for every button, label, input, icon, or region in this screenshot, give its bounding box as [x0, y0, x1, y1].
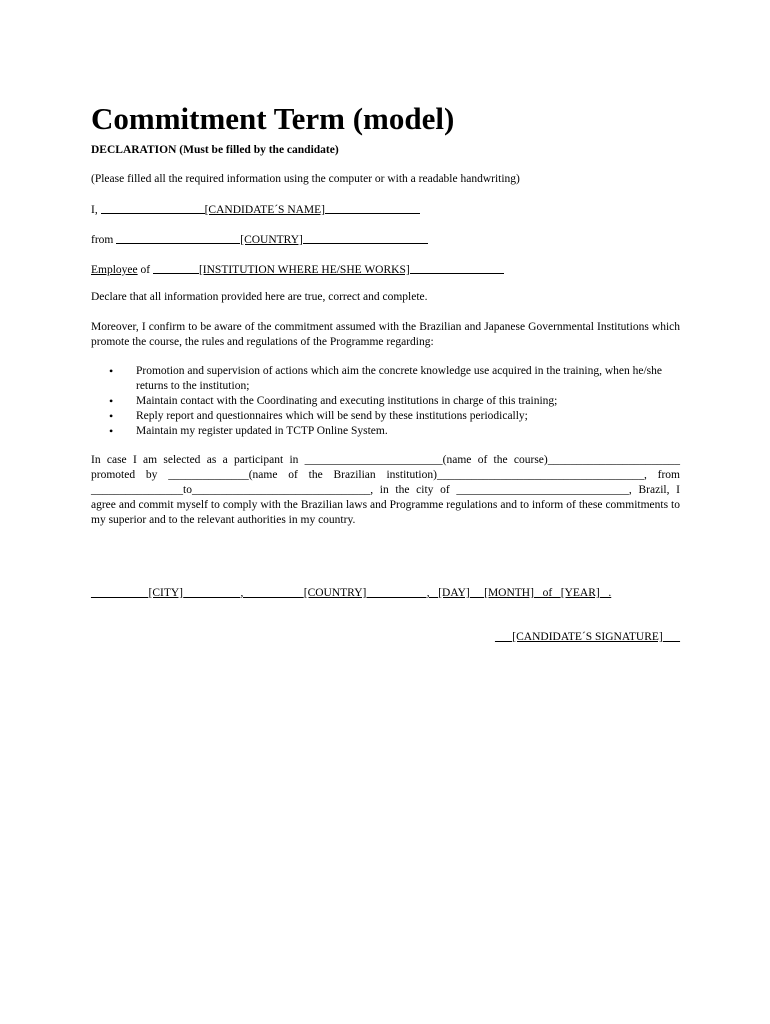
bullet-icon: • [109, 424, 114, 438]
employee-of-label: of [140, 264, 151, 276]
bullet-icon: • [109, 409, 114, 423]
signature-line[interactable]: ___[CANDIDATE´S SIGNATURE]___ [495, 631, 680, 643]
bullet-icon: • [109, 364, 114, 378]
name-blank-left[interactable] [101, 201, 205, 214]
instructions-text: (Please filled all the required information using the computer or with a readable handwriting) [91, 173, 520, 185]
list-item [109, 394, 680, 409]
list-item-text: Maintain contact with the Coordinating and executing institutions in charge of this training; [136, 395, 558, 407]
case-paragraph: In case I am selected as a participant in ________________________(name of the course)_______________________ promoted by ______________(name of the Brazilian institution)____________________________________, from ________________to_______________________________, in the city of ______________________________, Brazil, I agree and commit myself to comply with the Brazilian laws and Programme regulations and to inform of these commitments to my superior and to the relevant authorities in my country. [91, 454, 680, 526]
bullet-icon: • [109, 394, 114, 408]
list-item [109, 424, 680, 439]
country-prefix: from [91, 234, 114, 246]
country-placeholder[interactable]: [COUNTRY] [240, 234, 303, 246]
list-item-text: Maintain my register updated in TCTP Online System. [136, 425, 388, 437]
country-blank-left[interactable] [116, 231, 240, 244]
place-date-line[interactable]: __________[CITY]__________, __________[COUNTRY] __________, _[DAY]_ _[MONTH]_ of _[YEAR]_ . [91, 587, 612, 599]
employee-line [91, 261, 504, 278]
country-line [91, 231, 428, 248]
list-item [109, 409, 680, 424]
declare-text: Declare that all information provided here are true, correct and complete. [91, 291, 428, 303]
name-blank-right[interactable] [325, 201, 420, 214]
list-item-text: Reply report and questionnaires which will be send by these institutions periodically; [136, 410, 528, 422]
employee-label: Employee [91, 264, 138, 276]
declaration-heading: DECLARATION (Must be filled by the candidate) [91, 144, 339, 156]
institution-blank-right[interactable] [410, 261, 504, 274]
document-title: Commitment Term (model) [91, 101, 455, 136]
institution-blank-left[interactable] [153, 261, 199, 274]
institution-placeholder[interactable]: [INSTITUTION WHERE HE/SHE WORKS] [198, 264, 410, 276]
moreover-paragraph: Moreover, I confirm to be aware of the commitment assumed with the Brazilian and Japanese Governmental Institutions which promote the course, the rules and regulations of the Programme regarding: [91, 321, 680, 348]
commitment-list [109, 364, 680, 439]
candidate-name-line [91, 201, 420, 218]
name-prefix: I, [91, 204, 98, 216]
list-item-text: Promotion and supervision of actions which aim the concrete knowledge use acquired in the training, when he/she returns to the institution; [136, 365, 662, 392]
country-blank-right[interactable] [303, 231, 428, 244]
candidate-name-placeholder[interactable]: [CANDIDATE´S NAME] [204, 204, 326, 216]
list-item [109, 364, 680, 394]
